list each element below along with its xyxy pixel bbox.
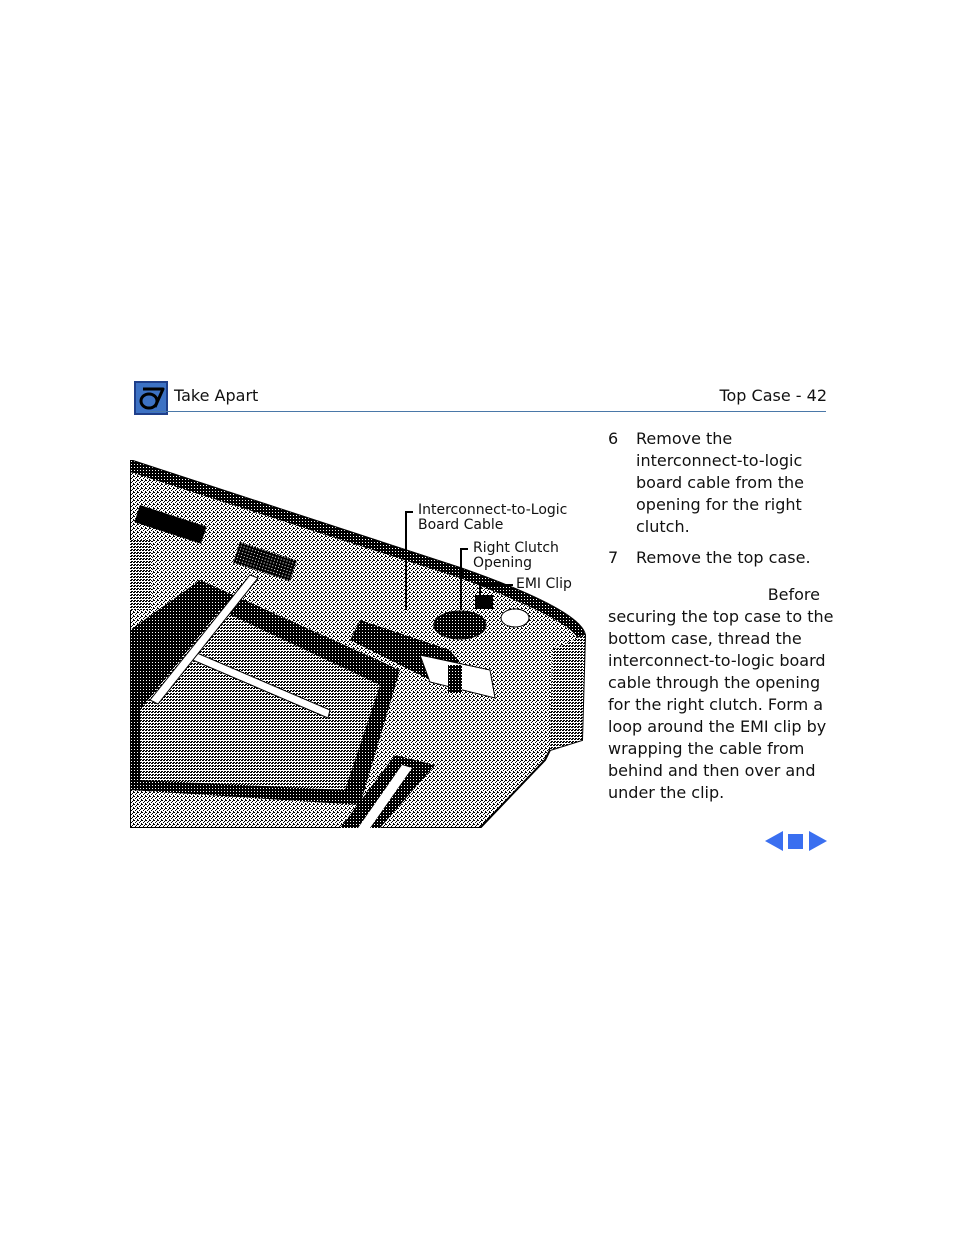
callout-emi-clip xyxy=(516,577,572,592)
instruction-steps xyxy=(608,428,838,569)
home-square-icon xyxy=(788,834,803,849)
callout-interconnect-cable xyxy=(418,503,567,533)
home-button[interactable] xyxy=(788,834,803,852)
replacement-note xyxy=(608,584,838,804)
step-number: 6 xyxy=(608,429,619,448)
note-lead: Before xyxy=(767,585,820,604)
back-arrow-icon xyxy=(764,829,784,853)
forward-arrow-icon xyxy=(808,829,828,853)
callout-emi-clip-line1: EMI Clip xyxy=(516,576,572,592)
step-text: Remove the top case. xyxy=(636,548,811,567)
step-7 xyxy=(608,547,838,569)
page-header xyxy=(133,380,827,412)
page-title: Top Case - 42 xyxy=(719,386,827,405)
step-text: Remove the interconnect-to-logic board cable from the opening for the right clutch. xyxy=(636,429,804,536)
note-body: securing the top case to the bottom case, thread the interconnect-to-logic board cable through the opening for the right clutch. Form a loop around the EMI clip by wrapping the cable from behind and then over and under the clip. xyxy=(608,607,834,802)
header-divider xyxy=(150,411,826,412)
callout-right-clutch-opening xyxy=(473,541,559,571)
callout-interconnect-cable-line2: Board Cable xyxy=(418,517,504,533)
next-page-button[interactable] xyxy=(808,829,828,856)
page-navigation xyxy=(764,829,828,853)
callout-right-clutch-line2: Opening xyxy=(473,555,533,571)
callout-right-clutch-line1: Right Clutch xyxy=(473,540,559,556)
previous-page-button[interactable] xyxy=(764,829,784,856)
step-6 xyxy=(608,428,838,538)
section-title: Take Apart xyxy=(174,386,259,405)
callout-interconnect-cable-line1: Interconnect-to-Logic xyxy=(418,502,568,518)
top-case-illustration xyxy=(130,460,588,828)
step-number: 7 xyxy=(608,548,619,567)
